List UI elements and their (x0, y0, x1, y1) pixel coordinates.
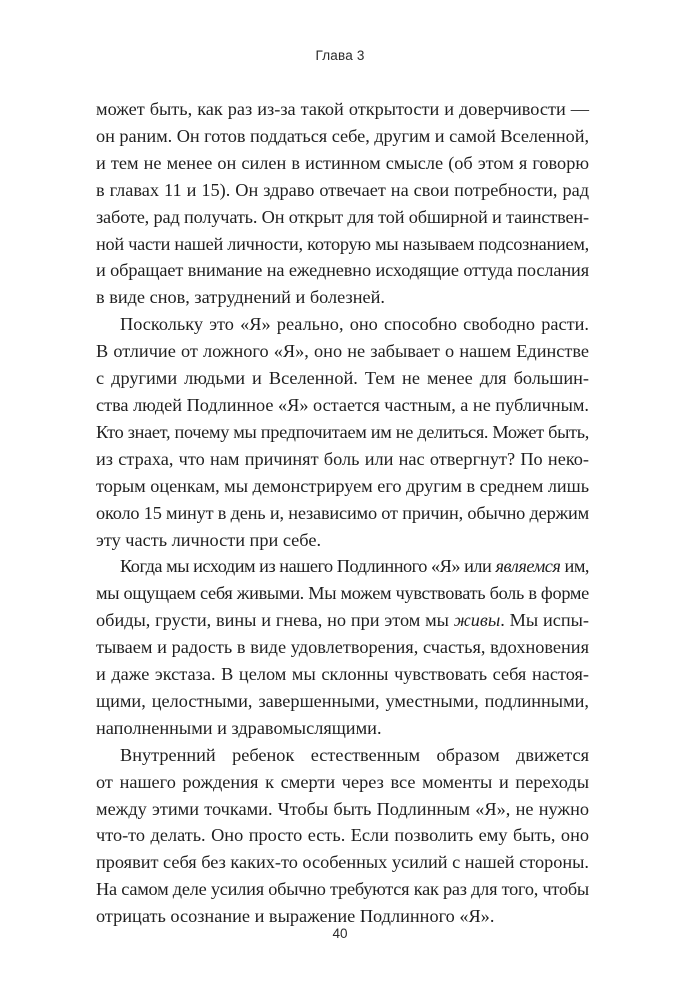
text-line: Внутренний ребенок естественным образом движется (120, 744, 589, 765)
text-line: мы ощущаем себя живыми. Мы можем чувствовать боль в форме (96, 583, 589, 604)
text-line: что-то делать. Оно просто есть. Если позволить ему быть, оно (96, 825, 589, 846)
text-line: от нашего рождения к смерти через все моменты и переходы (96, 771, 589, 792)
text-line: и обращает внимание на ежедневно исходящие оттуда послания (96, 260, 589, 281)
paragraph-1 (96, 96, 589, 311)
text-line: и даже экстаза. В целом мы склонны чувствовать себя настоя- (96, 664, 589, 685)
text-line (96, 553, 589, 580)
text-line: может быть, как раз из-за такой открытости и доверчивости — (96, 99, 589, 119)
text-line: между этими точками. Чтобы быть Подлинным «Я», не нужно (96, 798, 589, 819)
text-line: с другими людьми и Вселенной. Тем не менее для большин- (96, 368, 589, 389)
text-line: Кто знает, почему мы предпочитаем им не делиться. Может быть, (96, 421, 589, 442)
text-line: и тем не менее он силен в истинном смысле (об этом я говорю (96, 152, 589, 173)
text-run: Когда мы исходим из нашего Подлинного «Я» или (120, 556, 496, 577)
text-line: ства людей Подлинное «Я» остается частным, а не публичным. (96, 394, 589, 415)
page-number: 40 (332, 926, 348, 941)
paragraph-3 (96, 553, 589, 741)
text-line: торым оценкам, мы демонстрируем его другим в среднем лишь (96, 475, 589, 496)
text-line: он раним. Он готов поддаться себе, другим и самой Вселенной, (96, 125, 589, 146)
paragraph-4 (96, 742, 589, 930)
text-line: щими, целостными, завершенными, уместными, подлинными, (96, 690, 589, 711)
text-line: отрицать осознание и выражение Подлинного «Я». (96, 906, 495, 927)
running-head: Глава 3 (315, 48, 365, 63)
text-line: проявит себя без каких-то особенных усилий с нашей стороны. (96, 852, 589, 873)
paragraph-2 (96, 311, 589, 553)
text-run: им, (560, 556, 590, 577)
text-line: В отличие от ложного «Я», оно не забывает о нашем Единстве (96, 341, 589, 362)
text-line: наполненными и здравомыслящими. (96, 717, 382, 738)
text-run: обиды, грусти, вины и гнева, но при этом мы (96, 610, 454, 631)
text-line: Поскольку это «Я» реально, оно способно свободно расти. (120, 314, 589, 335)
body-text (96, 96, 589, 930)
text-line: эту часть личности при себе. (96, 529, 322, 550)
text-line: около 15 минут в день и, независимо от причин, обычно держим (96, 502, 589, 523)
text-line (96, 607, 589, 634)
text-line: в виде снов, затруднений и болезней. (96, 287, 385, 308)
text-line: в главах 11 и 15). Он здраво отвечает на свои потребности, рад (96, 179, 589, 200)
text-line: тываем и радость в виде удовлетворения, счастья, вдохновения (96, 637, 589, 658)
text-line: заботе, рад получать. Он открыт для той обширной и таинствен- (96, 206, 589, 227)
text-line: На самом деле усилия обычно требуются как раз для того, чтобы (96, 879, 589, 900)
emphasis-text: живы (453, 610, 501, 631)
text-line: из страха, что нам причинят боль или нас отвергнут? По неко- (96, 448, 589, 469)
text-run: . Мы испы- (500, 610, 589, 631)
text-line: ной части нашей личности, которую мы называем подсознанием, (96, 233, 589, 254)
emphasis-text: являемся (495, 556, 561, 577)
